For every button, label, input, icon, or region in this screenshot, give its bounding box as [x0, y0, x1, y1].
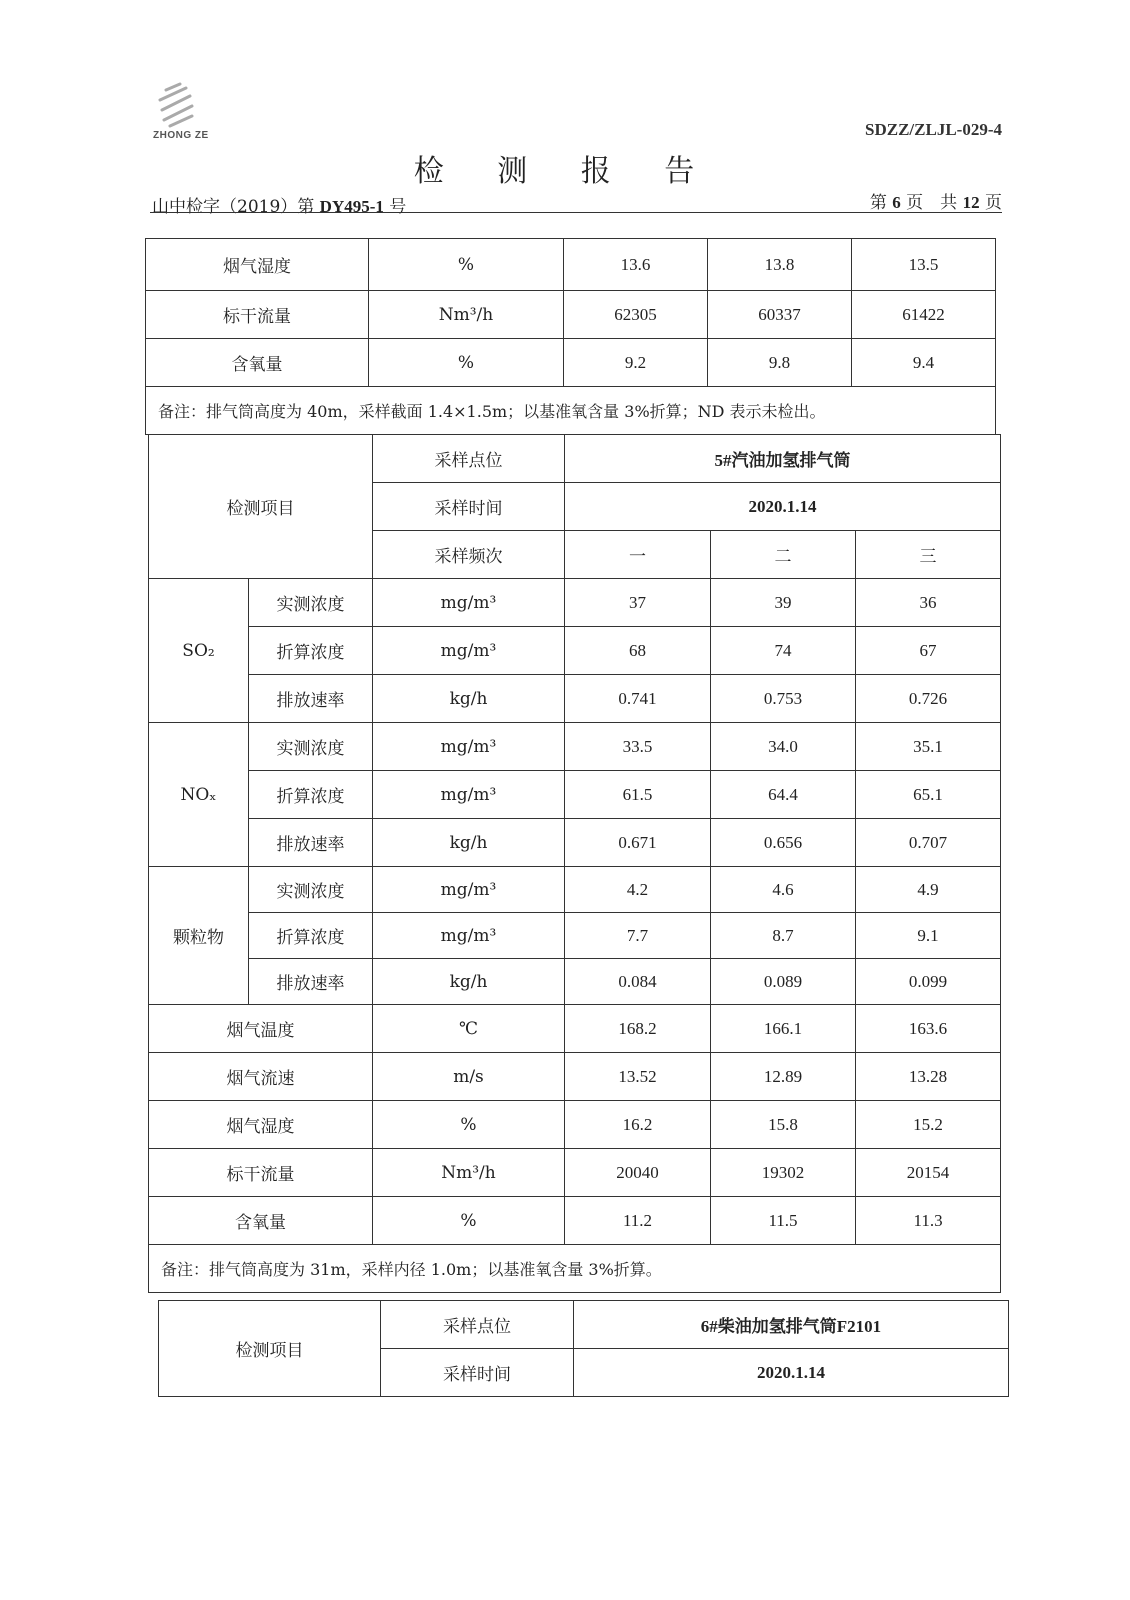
value-cell: 34.0	[711, 723, 856, 771]
value-cell: 13.52	[565, 1053, 711, 1101]
item-label: 检测项目	[149, 435, 373, 579]
table-row	[146, 239, 996, 291]
value-cell: 0.656	[711, 819, 856, 867]
table-row	[149, 723, 1001, 771]
point-value: 6#柴油加氢排气筒F2101	[574, 1301, 1009, 1349]
value-cell: 13.28	[856, 1053, 1001, 1101]
unit-cell: mg/m³	[373, 867, 565, 913]
value-cell: 13.6	[564, 239, 708, 291]
value-cell: 4.9	[856, 867, 1001, 913]
value-cell: 60337	[708, 291, 852, 339]
value-cell: 36	[856, 579, 1001, 627]
table-row	[149, 913, 1001, 959]
value-cell: 64.4	[711, 771, 856, 819]
page-indicator: 第 6 页 共 12 页	[869, 193, 1002, 213]
value-cell: 0.741	[565, 675, 711, 723]
value-cell: 4.6	[711, 867, 856, 913]
point-label: 采样点位	[373, 435, 565, 483]
table-row	[146, 339, 996, 387]
value-cell: 11.3	[856, 1197, 1001, 1245]
value-cell: 0.671	[565, 819, 711, 867]
unit-cell: Nm³/h	[373, 1149, 565, 1197]
value-cell: 9.8	[708, 339, 852, 387]
value-cell: 9.1	[856, 913, 1001, 959]
value-cell: 39	[711, 579, 856, 627]
table-row	[149, 1053, 1001, 1101]
value-cell: 163.6	[856, 1005, 1001, 1053]
item-name: 实测浓度	[249, 867, 373, 913]
param-name: 含氧量	[146, 339, 369, 387]
results-table-5	[148, 434, 1001, 1293]
unit-cell: mg/m³	[373, 627, 565, 675]
value-cell: 61.5	[565, 771, 711, 819]
item-name: 实测浓度	[249, 723, 373, 771]
value-cell: 16.2	[565, 1101, 711, 1149]
header-divider	[150, 212, 1002, 213]
value-cell: 11.2	[565, 1197, 711, 1245]
param-name: 标干流量	[149, 1149, 373, 1197]
freq-cell: 一	[565, 531, 711, 579]
value-cell: 13.8	[708, 239, 852, 291]
value-cell: 33.5	[565, 723, 711, 771]
table-row	[149, 819, 1001, 867]
param-name: 标干流量	[146, 291, 369, 339]
table-row	[149, 1197, 1001, 1245]
report-number: 山中检字（2019）第 DY495-1 号	[152, 197, 407, 217]
group-name: NOₓ	[149, 723, 249, 867]
value-cell: 0.726	[856, 675, 1001, 723]
value-cell: 0.084	[565, 959, 711, 1005]
item-name: 排放速率	[249, 675, 373, 723]
item-name: 折算浓度	[249, 913, 373, 959]
value-cell: 15.2	[856, 1101, 1001, 1149]
freq-cell: 二	[711, 531, 856, 579]
table-row	[149, 675, 1001, 723]
value-cell: 9.2	[564, 339, 708, 387]
unit-cell: kg/h	[373, 819, 565, 867]
remark-note: 备注：排气筒高度为 31m，采样内径 1.0m；以基准氧含量 3%折算。	[149, 1245, 1001, 1293]
value-cell: 166.1	[711, 1005, 856, 1053]
time-value: 2020.1.14	[574, 1349, 1009, 1397]
value-cell: 0.099	[856, 959, 1001, 1005]
group-name: 颗粒物	[149, 867, 249, 1005]
page-title: 检 测 报 告	[413, 154, 717, 189]
value-cell: 13.5	[852, 239, 996, 291]
value-cell: 0.089	[711, 959, 856, 1005]
value-cell: 11.5	[711, 1197, 856, 1245]
value-cell: 12.89	[711, 1053, 856, 1101]
unit-cell: Nm³/h	[369, 291, 564, 339]
table-row	[149, 1149, 1001, 1197]
table-row	[146, 291, 996, 339]
value-cell: 74	[711, 627, 856, 675]
results-table-6	[158, 1300, 1009, 1397]
value-cell: 9.4	[852, 339, 996, 387]
unit-cell: %	[373, 1197, 565, 1245]
param-name: 烟气湿度	[146, 239, 369, 291]
param-name: 烟气流速	[149, 1053, 373, 1101]
unit-cell: %	[373, 1101, 565, 1149]
group-name: SO₂	[149, 579, 249, 723]
freq-label: 采样频次	[373, 531, 565, 579]
table-row	[149, 627, 1001, 675]
unit-cell: %	[369, 239, 564, 291]
item-name: 折算浓度	[249, 771, 373, 819]
table-row	[149, 771, 1001, 819]
value-cell: 67	[856, 627, 1001, 675]
item-name: 实测浓度	[249, 579, 373, 627]
table-row	[159, 1301, 1009, 1349]
time-label: 采样时间	[373, 483, 565, 531]
point-label: 采样点位	[381, 1301, 574, 1349]
value-cell: 68	[565, 627, 711, 675]
item-name: 排放速率	[249, 959, 373, 1005]
point-value: 5#汽油加氢排气筒	[565, 435, 1001, 483]
param-name: 含氧量	[149, 1197, 373, 1245]
table-row	[149, 959, 1001, 1005]
unit-cell: mg/m³	[373, 771, 565, 819]
value-cell: 4.2	[565, 867, 711, 913]
unit-cell: m/s	[373, 1053, 565, 1101]
value-cell: 61422	[852, 291, 996, 339]
param-name: 烟气温度	[149, 1005, 373, 1053]
value-cell: 15.8	[711, 1101, 856, 1149]
item-name: 排放速率	[249, 819, 373, 867]
value-cell: 37	[565, 579, 711, 627]
value-cell: 0.753	[711, 675, 856, 723]
value-cell: 35.1	[856, 723, 1001, 771]
table-row	[146, 387, 996, 435]
value-cell: 62305	[564, 291, 708, 339]
value-cell: 7.7	[565, 913, 711, 959]
table-row	[149, 1005, 1001, 1053]
unit-cell: mg/m³	[373, 723, 565, 771]
value-cell: 168.2	[565, 1005, 711, 1053]
value-cell: 20154	[856, 1149, 1001, 1197]
table-row	[149, 435, 1001, 483]
table-row	[149, 1245, 1001, 1293]
freq-cell: 三	[856, 531, 1001, 579]
param-name: 烟气湿度	[149, 1101, 373, 1149]
value-cell: 20040	[565, 1149, 711, 1197]
document-code: SDZZ/ZLJL-029-4	[865, 120, 1002, 139]
value-cell: 65.1	[856, 771, 1001, 819]
unit-cell: %	[369, 339, 564, 387]
logo-text: ZHONG ZE	[153, 130, 209, 141]
value-cell: 8.7	[711, 913, 856, 959]
table-row	[149, 1101, 1001, 1149]
unit-cell: kg/h	[373, 675, 565, 723]
value-cell: 0.707	[856, 819, 1001, 867]
unit-cell: kg/h	[373, 959, 565, 1005]
table-row	[149, 867, 1001, 913]
time-label: 采样时间	[381, 1349, 574, 1397]
time-value: 2020.1.14	[565, 483, 1001, 531]
value-cell: 19302	[711, 1149, 856, 1197]
table-row	[149, 579, 1001, 627]
item-name: 折算浓度	[249, 627, 373, 675]
remark-note: 备注：排气筒高度为 40m，采样截面 1.4×1.5m；以基准氧含量 3%折算；ND 表示未检出。	[146, 387, 996, 435]
unit-cell: mg/m³	[373, 579, 565, 627]
unit-cell: ℃	[373, 1005, 565, 1053]
item-label: 检测项目	[159, 1301, 381, 1397]
unit-cell: mg/m³	[373, 913, 565, 959]
results-table-continued	[145, 238, 996, 435]
